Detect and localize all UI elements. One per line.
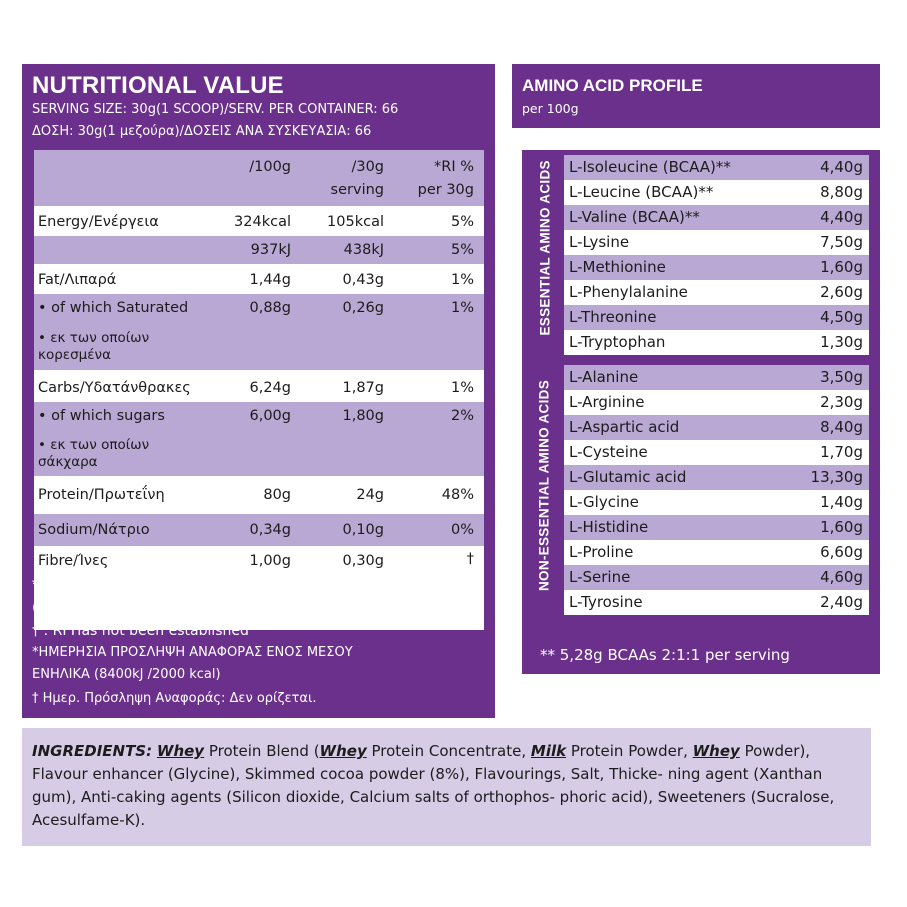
row-per30: 24g: [356, 487, 384, 503]
table-row: [34, 476, 484, 514]
footnote-gr-dagger: † Ημερ. Πρόσληψη Αναφοράς: Δεν ορίζεται.: [32, 691, 317, 706]
footnote-gr-values: ΕΝΗΛΙΚΑ (8400kJ /2000 kcal): [32, 667, 221, 682]
row-ri: 2%: [450, 408, 474, 424]
amino-row: [564, 330, 869, 355]
amino-title: AMINO ACID PROFILE: [522, 76, 703, 95]
row-label: Fat/Λιπαρά: [38, 272, 117, 288]
ingredients-text: Protein Powder,: [566, 742, 693, 760]
row-per30: 0,43g: [342, 272, 384, 288]
amino-value: 1,40g: [820, 493, 863, 511]
amino-value: 1,60g: [820, 258, 863, 276]
amino-value: 3,50g: [820, 368, 863, 386]
amino-name: L-Alanine: [569, 368, 639, 386]
amino-value: 4,50g: [820, 308, 863, 326]
row-ri: 1%: [450, 380, 474, 396]
ingredients-box: [22, 728, 871, 846]
bcaa-note: ** 5,28g BCAAs 2:1:1 per serving: [540, 646, 790, 664]
amino-value: 7,50g: [820, 233, 863, 251]
row-label-gr2: κορεσμένα: [38, 347, 111, 363]
footnote-dagger: † : RI Has not been established: [32, 623, 249, 639]
row-ri: 5%: [450, 214, 474, 230]
allergen-whey: Whey: [319, 742, 367, 760]
amino-value: 4,40g: [820, 158, 863, 176]
table-row: [34, 206, 484, 236]
amino-value: 4,60g: [820, 568, 863, 586]
footnote-ri: * RI: REFERENCE INTAKE OF AN AVERAGE ADULT: [32, 576, 391, 593]
amino-row: [564, 540, 869, 565]
amino-name: L-Isoleucine (BCAA)**: [569, 158, 731, 176]
amino-name: L-Arginine: [569, 393, 645, 411]
ingredients-text: Protein Blend (: [204, 742, 320, 760]
amino-row: [564, 205, 869, 230]
table-row: [34, 294, 484, 370]
amino-row: [564, 490, 869, 515]
amino-row: [564, 390, 869, 415]
amino-name: L-Cysteine: [569, 443, 648, 461]
amino-name: L-Tyrosine: [569, 593, 643, 611]
amino-name: L-Glutamic acid: [569, 468, 687, 486]
amino-name: L-Histidine: [569, 518, 649, 536]
footnote-gr: *ΗΜΕΡΗΣΙΑ ΠΡΟΣΛΗΨΗ ΑΝΑΦΟΡΑΣ ΕΝΟΣ ΜΕΣΟΥ: [32, 645, 353, 660]
row-ri: 1%: [450, 300, 474, 316]
row-label: • of which sugars: [38, 408, 165, 424]
header-per100: /100g: [249, 159, 291, 175]
amino-name: L-Proline: [569, 543, 634, 561]
table-row: [34, 236, 484, 264]
amino-name: L-Glycine: [569, 493, 639, 511]
ingredients-label: INGREDIENTS:: [32, 742, 153, 760]
amino-row: [564, 180, 869, 205]
amino-row: [564, 440, 869, 465]
amino-value: 1,60g: [820, 518, 863, 536]
amino-value: 2,60g: [820, 283, 863, 301]
amino-row: [564, 465, 869, 490]
amino-value: 2,40g: [820, 593, 863, 611]
amino-row: [564, 415, 869, 440]
row-label: Protein/Πρωτεΐνη: [38, 487, 165, 503]
row-ri: †: [466, 551, 474, 567]
nonessential-label: NON-ESSENTIAL AMINO ACIDS: [536, 380, 552, 592]
amino-value: 1,30g: [820, 333, 863, 351]
row-label: Sodium/Νάτριο: [38, 522, 150, 538]
row-ri: 1%: [450, 272, 474, 288]
amino-value: 4,40g: [820, 208, 863, 226]
amino-table: [522, 150, 880, 674]
row-label: Energy/Ενέργεια: [38, 214, 159, 230]
amino-name: L-Tryptophan: [569, 333, 666, 351]
ingredients-text: Powder), Flavour enhancer (Glycine), Skimmed cocoa powder (8%), Flavourings, Salt, Thicke- ning agent (Xanthan gum), Anti-caking agents (Silicon dioxide, Calcium salts of orthophos- phoric acid), Sweeteners (Sucralose, Acesulfame-K).: [32, 742, 835, 829]
allergen-milk: Milk: [530, 742, 567, 760]
amino-subtitle: per 100g: [522, 101, 579, 116]
row-per30: 1,80g: [342, 408, 384, 424]
row-label: Fibre/Ίνες: [38, 553, 109, 569]
amino-value: 2,30g: [820, 393, 863, 411]
amino-value: 6,60g: [820, 543, 863, 561]
row-per30: 105kcal: [327, 214, 384, 230]
amino-value: 8,40g: [820, 418, 863, 436]
amino-row: [564, 280, 869, 305]
row-label: Carbs/Υδατάνθρακες: [38, 380, 191, 396]
amino-name: L-Valine (BCAA)**: [569, 208, 700, 226]
row-label-gr2: σάκχαρα: [38, 454, 98, 470]
row-per100: 937kJ: [250, 242, 291, 258]
row-per100: 6,00g: [249, 408, 291, 424]
header-per30-serving: serving: [330, 182, 384, 198]
table-row: [34, 546, 484, 576]
header-ri-per30: per 30g: [417, 182, 474, 198]
header-per30: /30g: [351, 159, 384, 175]
row-ri: 48%: [441, 487, 474, 503]
row-per100: 80g: [263, 487, 291, 503]
row-per100: 6,24g: [249, 380, 291, 396]
amino-row: [564, 565, 869, 590]
row-per100: 0,34g: [249, 522, 291, 538]
essential-label: ESSENTIAL AMINO ACIDS: [537, 160, 553, 336]
row-per100: 324kcal: [234, 214, 291, 230]
amino-name: L-Aspartic acid: [569, 418, 680, 436]
table-header: [34, 150, 484, 206]
amino-row: [564, 155, 869, 180]
amino-value: 8,80g: [820, 183, 863, 201]
table-row: [34, 370, 484, 402]
amino-row: [564, 305, 869, 330]
row-ri: 5%: [450, 242, 474, 258]
nutrition-table: [34, 150, 484, 630]
row-label: • of which Saturated: [38, 300, 189, 316]
row-label-gr: • εκ των οποίων: [38, 330, 150, 346]
row-label-gr: • εκ των οποίων: [38, 437, 150, 453]
amino-header: [512, 64, 880, 128]
row-per30: 0,30g: [342, 553, 384, 569]
row-ri: 0%: [450, 522, 474, 538]
amino-row: [564, 590, 869, 615]
amino-row: [564, 255, 869, 280]
serving-size-gr: ΔΟΣΗ: 30g(1 μεζούρα)/ΔΟΣΕΙΣ ΑΝΑ ΣΥΣΚΕΥΑΣΙΑ: 66: [32, 124, 372, 139]
allergen-whey: Whey: [692, 742, 740, 760]
row-per30: 0,10g: [342, 522, 384, 538]
nutrition-panel: [22, 64, 495, 718]
table-row: [34, 514, 484, 546]
table-row: [34, 402, 484, 476]
ingredients-text: Protein Concentrate,: [366, 742, 531, 760]
amino-name: L-Phenylalanine: [569, 283, 688, 301]
amino-value: 1,70g: [820, 443, 863, 461]
footnote-ri-values: (8400 kJ / 2000 kcal): [32, 600, 178, 616]
row-per30: 1,87g: [342, 380, 384, 396]
amino-row: [564, 515, 869, 540]
amino-value: 13,30g: [810, 468, 863, 486]
amino-name: L-Serine: [569, 568, 631, 586]
allergen-whey: Whey: [156, 742, 205, 760]
table-row: [34, 264, 484, 294]
serving-size-en: SERVING SIZE: 30g(1 SCOOP)/SERV. PER CONTAINER: 66: [32, 102, 399, 117]
amino-name: L-Threonine: [569, 308, 657, 326]
row-per100: 1,44g: [249, 272, 291, 288]
amino-row: [564, 230, 869, 255]
amino-name: L-Leucine (BCAA)**: [569, 183, 714, 201]
amino-row: [564, 365, 869, 390]
row-per100: 0,88g: [249, 300, 291, 316]
amino-name: L-Lysine: [569, 233, 630, 251]
row-per30: 0,26g: [342, 300, 384, 316]
nutrition-title: NUTRITIONAL VALUE: [32, 72, 284, 99]
row-per100: 1,00g: [249, 553, 291, 569]
row-per30: 438kJ: [343, 242, 384, 258]
amino-name: L-Methionine: [569, 258, 666, 276]
header-ri: *RI %: [434, 159, 474, 175]
